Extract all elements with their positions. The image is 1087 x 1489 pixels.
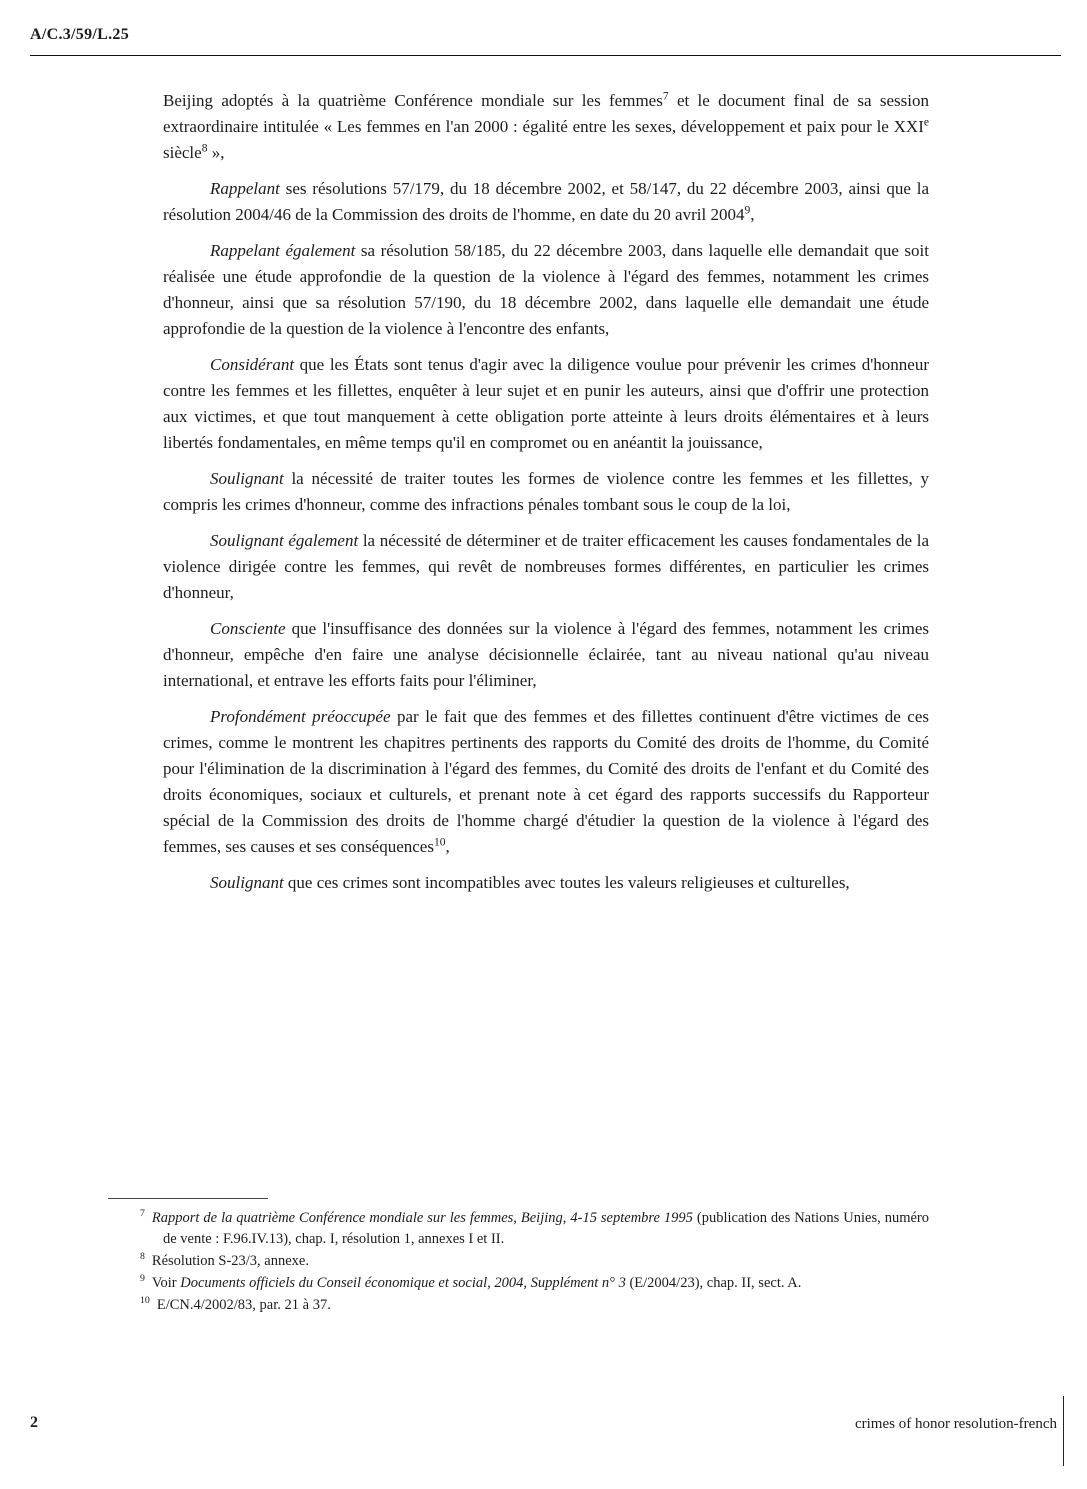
text-segment: siècle (163, 143, 202, 162)
text-segment: par le fait que des femmes et des fillettes continuent d'être victimes de ces crimes, comme le montrent les chapitres pertinents des rapports du Comité des droits de l'homme, du Comité pour l'élimination de la discrimination à l'égard des femmes, du Comité des droits de l'enfant et du Comité des droits économiques, sociaux et culturels, et prenant note à cet égard des rapports successifs du Rapporteur spécial de la Commission des droits de l'homme chargé d'étudier la question de la violence à l'égard des femmes, ses causes et ses conséquences (163, 707, 929, 856)
page-number: 2 (30, 1414, 38, 1431)
superscript: 10 (433, 835, 446, 849)
text-segment: ses résolutions 57/179, du 18 décembre 2002, et 58/147, du 22 décembre 2003, ainsi que la résolution 2004/46 de la Commission des droits de l'homme, en date du 20 avril 2004 (163, 179, 929, 224)
paragraph (163, 870, 929, 896)
text-segment: Rappelant également (210, 241, 356, 260)
text-segment: Documents officiels du Conseil économique et social, 2004, Supplément n° 3 (180, 1275, 626, 1291)
text-segment: E/CN.4/2002/83, par. 21 à 37. (156, 1297, 331, 1313)
paragraph (163, 466, 929, 518)
document-symbol: A/C.3/59/L.25 (30, 26, 130, 43)
footnotes-section (140, 1198, 929, 1317)
text-segment: la nécessité de déterminer et de traiter efficacement les causes fondamentales de la violence dirigée contre les femmes, qui revêt de nombreuses formes différentes, en particulier les crimes d'honneur, (163, 531, 929, 602)
paragraph (163, 528, 929, 606)
footnote (140, 1251, 929, 1272)
footnote-marker: 7 (140, 1208, 145, 1220)
footnote-separator (108, 1198, 268, 1199)
text-segment: (publication des Nations Unies, numéro de vente : F.96.IV.13), chap. I, résolution 1, annexes I et II. (163, 1210, 929, 1247)
footnote (140, 1208, 929, 1250)
paragraph (163, 88, 929, 166)
text-segment: Beijing adoptés à la quatrième Conférence mondiale sur les femmes (163, 91, 663, 110)
footnote-marker: 9 (140, 1273, 145, 1285)
text-segment: et le document final de sa session extraordinaire intitulée « Les femmes en l'an 2000 : égalité entre les sexes, développement et paix pour le XXI (163, 91, 929, 136)
paragraph (163, 704, 929, 860)
paragraph (163, 616, 929, 694)
footnote (140, 1295, 929, 1316)
footer-doc-label: crimes of honor resolution-french (854, 1416, 1057, 1432)
text-segment: que l'insuffisance des données sur la violence à l'égard des femmes, notamment les crimes d'honneur, empêche d'en faire une analyse décisionnelle éclairée, tant au niveau national qu'au niveau international, et entrave les efforts faits pour l'éliminer, (163, 619, 929, 690)
text-segment: Voir (151, 1275, 181, 1291)
superscript: 9 (744, 203, 751, 217)
paragraph (163, 238, 929, 342)
footnotes-list (140, 1208, 929, 1316)
right-edge-mark (1063, 1396, 1064, 1466)
text-segment: Consciente (210, 619, 286, 638)
text-segment: que ces crimes sont incompatibles avec toutes les valeurs religieuses et culturelles, (283, 873, 850, 892)
text-segment: Résolution S-23/3, annexe. (151, 1253, 309, 1269)
text-segment: Rappelant (210, 179, 280, 198)
text-segment: (E/2004/23), chap. II, sect. A. (625, 1275, 802, 1291)
text-segment: Soulignant également (210, 531, 359, 550)
text-segment: Soulignant (210, 469, 284, 488)
text-segment: », (207, 143, 225, 162)
text-segment: Considérant (210, 355, 295, 374)
text-segment: , (445, 837, 450, 856)
paragraphs (163, 88, 929, 906)
footnote-marker: 10 (140, 1295, 150, 1307)
text-segment: Soulignant (210, 873, 284, 892)
footnote (140, 1273, 929, 1294)
text-segment: , (750, 205, 755, 224)
paragraph (163, 352, 929, 456)
text-segment: Profondément préoccupée (210, 707, 391, 726)
text-segment: sa résolution 58/185, du 22 décembre 2003, dans laquelle elle demandait que soit réalisée une étude approfondie de la question de la violence à l'égard des femmes, notamment les crimes d'honneur, ainsi que sa résolution 57/190, du 18 décembre 2002, dans laquelle elle demandait une étude approfondie de la question de la violence à l'encontre des enfants, (163, 241, 929, 338)
paragraph (163, 176, 929, 228)
text-segment: Rapport de la quatrième Conférence mondiale sur les femmes, Beijing, 4-15 septembre 1995 (151, 1210, 693, 1226)
superscript: e (923, 115, 929, 129)
superscript: 7 (662, 89, 669, 103)
footnote-marker: 8 (140, 1251, 145, 1263)
superscript: 8 (201, 141, 208, 155)
text-segment: la nécessité de traiter toutes les formes de violence contre les femmes et les fillettes, y compris les crimes d'honneur, comme des infractions pénales tombant sous le coup de la loi, (163, 469, 929, 514)
text-segment: que les États sont tenus d'agir avec la diligence voulue pour prévenir les crimes d'honneur contre les femmes et les fillettes, enquêter à leur sujet et en punir les auteurs, ainsi que d'offrir une protection aux victimes, et que tout manquement à cette obligation porte atteinte à leurs droits élémentaires et à leurs libertés fondamentales, en même temps qu'il en compromet ou en anéantit la jouissance, (163, 355, 929, 452)
header-rule (30, 55, 1061, 56)
